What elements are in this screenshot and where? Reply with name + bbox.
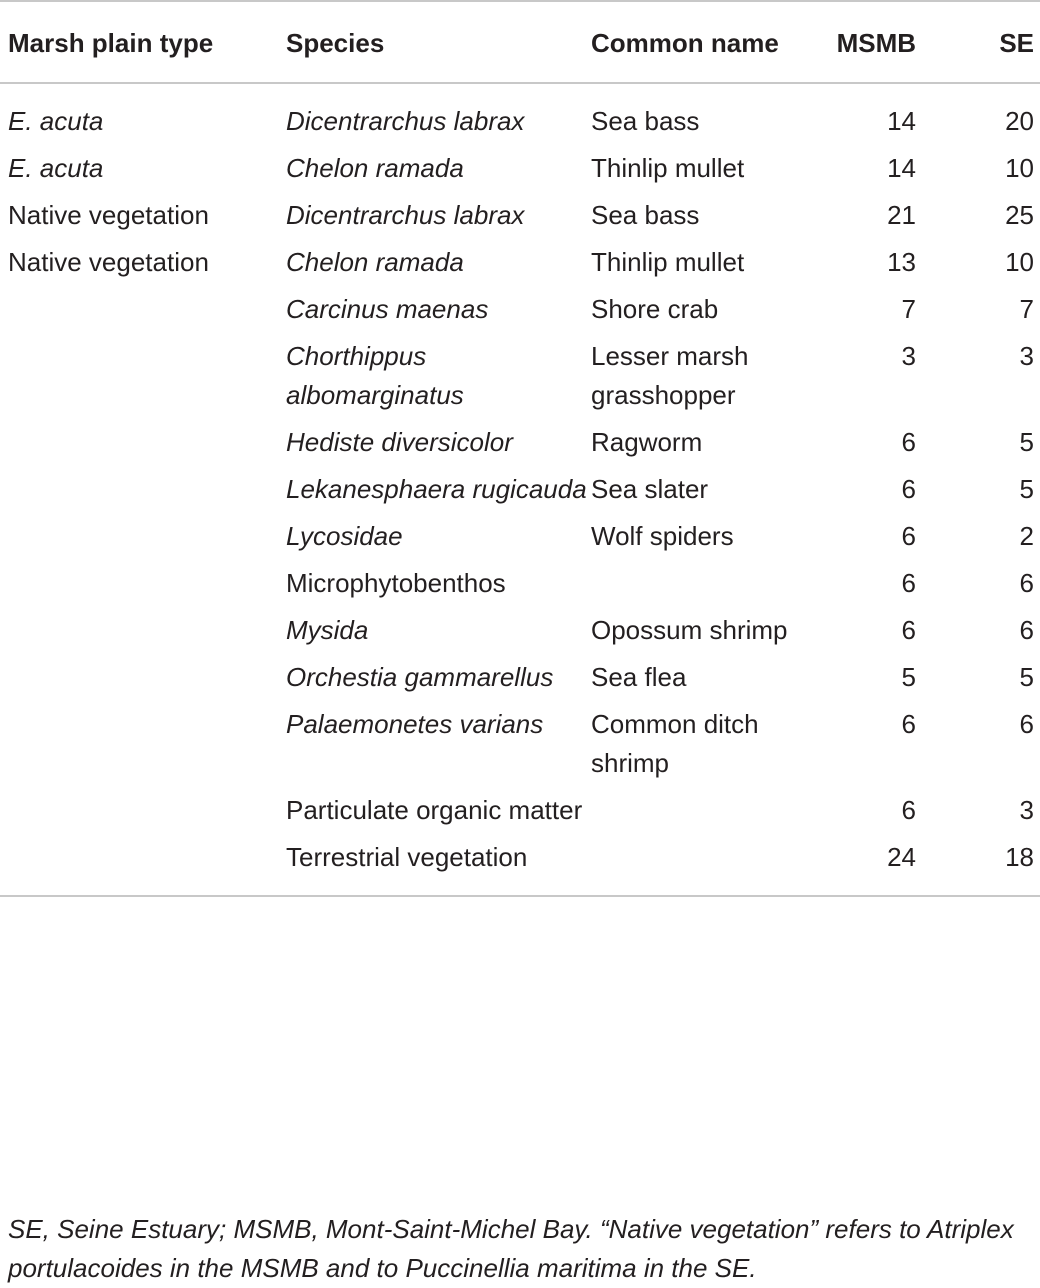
table-row [0,337,1040,423]
cell-marsh-plain-type [0,564,286,611]
cell-common-name: Shore crab [591,294,719,324]
header-msmb: MSMB [836,28,916,58]
cell-se: 6 [1019,568,1034,598]
table-row [0,423,1040,470]
cell-species: Chelon ramada [286,153,464,183]
cell-species: Lycosidae [286,521,403,551]
cell-species: Terrestrial vegetation [286,842,528,872]
cell-msmb: 14 [887,106,916,136]
cell-msmb: 13 [887,247,916,277]
cell-species: Microphytobenthos [286,568,506,598]
table-row [0,470,1040,517]
cell-species: Hediste diversicolor [286,427,513,457]
cell-msmb: 6 [901,521,916,551]
cell-se: 10 [1005,247,1034,277]
cell-species: Lekanesphaera rugicauda [286,474,587,504]
cell-se: 6 [1019,615,1034,645]
cell-msmb: 6 [901,427,916,457]
table-row [0,290,1040,337]
cell-marsh-plain-type [0,423,286,470]
cell-marsh-plain-type [0,517,286,564]
cell-marsh-plain-type: Native vegetation [8,247,209,277]
cell-msmb: 7 [901,294,916,324]
cell-marsh-plain-type [0,290,286,337]
cell-species: Mysida [286,615,369,645]
cell-common-name: Sea slater [591,474,709,504]
table-row [0,243,1040,290]
table-row [0,611,1040,658]
header-species: Species [286,28,385,58]
cell-se: 3 [1019,795,1034,825]
cell-species: Chelon ramada [286,247,464,277]
cell-species: Carcinus maenas [286,294,489,324]
table-header [0,1,1040,83]
cell-se: 5 [1019,474,1034,504]
cell-msmb: 24 [887,842,916,872]
cell-species: Orchestia gammarellus [286,662,554,692]
cell-se: 5 [1019,427,1034,457]
cell-common-name: Sea bass [591,106,700,136]
cell-common-name [591,838,817,896]
cell-common-name: Sea flea [591,662,687,692]
cell-marsh-plain-type: E. acuta [8,106,104,136]
cell-marsh-plain-type [0,705,286,791]
header-marsh-plain-type: Marsh plain type [8,28,214,58]
table-row [0,196,1040,243]
table-row [0,517,1040,564]
cell-species: Palaemonetes varians [286,709,544,739]
cell-marsh-plain-type [0,658,286,705]
cell-common-name: Wolf spiders [591,521,734,551]
cell-se: 10 [1005,153,1034,183]
cell-species: Chorthippus albomarginatus [286,341,464,410]
cell-msmb: 3 [901,341,916,371]
cell-common-name: Thinlip mullet [591,153,745,183]
table-row [0,658,1040,705]
cell-common-name [591,791,817,838]
cell-se: 7 [1019,294,1034,324]
cell-se: 3 [1019,341,1034,371]
cell-marsh-plain-type [0,337,286,423]
table-row [0,705,1040,791]
cell-se: 18 [1005,842,1034,872]
cell-marsh-plain-type: Native vegetation [8,200,209,230]
header-common-name: Common name [591,28,779,58]
cell-common-name: Sea bass [591,200,700,230]
cell-msmb: 21 [887,200,916,230]
header-row [0,1,1040,83]
cell-species: Particulate organic matter [286,795,583,825]
cell-se: 20 [1005,106,1034,136]
table-footnote: SE, Seine Estuary; MSMB, Mont-Saint-Michel Bay. “Native vegetation” refers to Atriplex portulacoides in the MSMB and to Puccinellia maritima in the SE. [8,1214,1014,1283]
cell-msmb: 6 [901,474,916,504]
cell-msmb: 14 [887,153,916,183]
cell-species: Dicentrarchus labrax [286,106,525,136]
cell-msmb: 6 [901,795,916,825]
cell-se: 2 [1019,521,1034,551]
cell-marsh-plain-type [0,791,286,838]
table-row [0,838,1040,896]
cell-common-name [591,564,817,611]
cell-marsh-plain-type [0,470,286,517]
cell-common-name: Opossum shrimp [591,615,788,645]
table-body [0,83,1040,896]
cell-msmb: 6 [901,568,916,598]
cell-species: Dicentrarchus labrax [286,200,525,230]
cell-msmb: 6 [901,615,916,645]
table-row [0,564,1040,611]
cell-common-name: Ragworm [591,427,703,457]
cell-se: 5 [1019,662,1034,692]
table-row [0,83,1040,149]
cell-marsh-plain-type [0,611,286,658]
cell-common-name: Lesser marsh grasshopper [591,341,749,410]
cell-marsh-plain-type [0,838,286,896]
cell-se: 6 [1019,709,1034,739]
cell-common-name: Thinlip mullet [591,247,745,277]
table-row [0,791,1040,838]
cell-marsh-plain-type: E. acuta [8,153,104,183]
cell-common-name: Common ditch shrimp [591,709,759,778]
header-se: SE [999,28,1034,58]
table-row [0,149,1040,196]
cell-msmb: 5 [901,662,916,692]
cell-msmb: 6 [901,709,916,739]
cell-se: 25 [1005,200,1034,230]
